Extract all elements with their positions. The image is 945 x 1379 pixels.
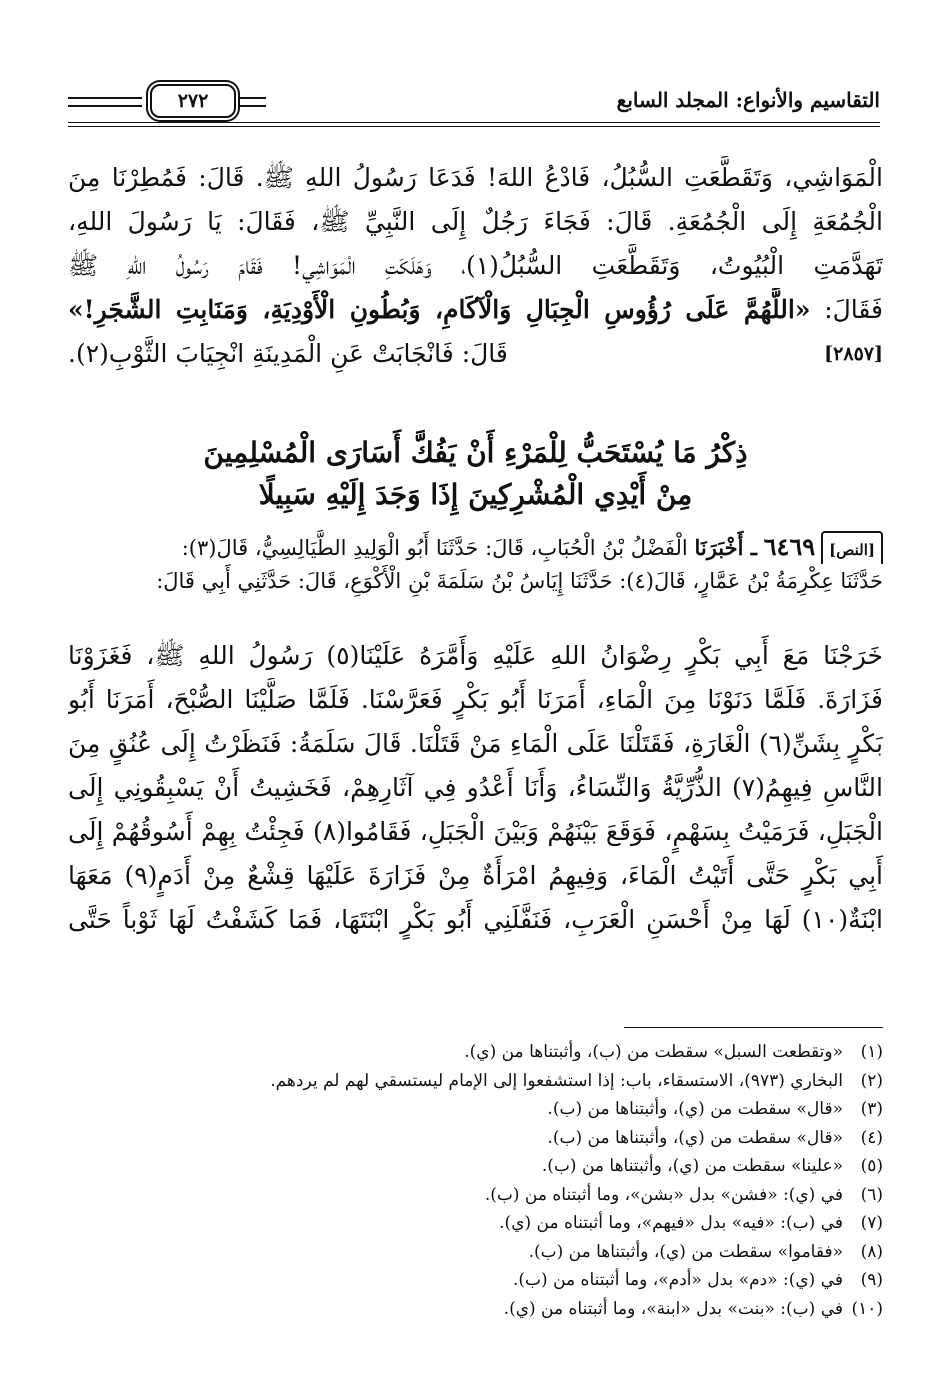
hadith-matn [68, 634, 883, 942]
footnotes [68, 1038, 883, 1323]
footnote-text: «قال» سقطت من (ي)، وأثبتناها من (ب). [547, 1099, 843, 1119]
last-line-text: قَالَ: فَانْجَابَتْ عَنِ الْمَدِينَةِ انْجِيَابَ الثَّوْبِ(٢). [68, 339, 508, 368]
footnote [68, 1266, 883, 1295]
dua-text: «اللَّهُمَّ عَلَى رُؤُوسِ الْجِبَالِ وَالْآكَامِ، وَبُطُونِ الْأَوْدِيَةِ، وَمَنَابِتِ الشَّجَرِ!» [68, 295, 811, 324]
isnad-line: حَدَّثَنَا عِكْرِمَةُ بْنُ عَمَّارٍ، قَالَ(٤): حَدَّثَنَا إِيَاسُ بْنُ سَلَمَةَ بْنِ الْأَكْوَعِ، قَالَ: حَدَّثَنِي أَبِي قَالَ: [156, 569, 883, 593]
text-line: فَزَارَةَ. فَلَمَّا دَنَوْنَا مِنَ الْمَاءِ، أَمَرَنَا أَبُو بَكْرٍ فَعَرَّسْنَا. فَلَمَّا صَلَّيْنَا الصُّبْحَ، أَمَرَنَا أَبُو [68, 685, 883, 714]
footnote-text: «فقاموا» سقطت من (ي)، وأثبتناها من (ب). [528, 1241, 843, 1262]
page-number: ٢٧٢ [150, 84, 236, 118]
footnote-text: في (ي): «فشن» بدل «بشن»، وما أثبتناه من (ب). [484, 1184, 843, 1205]
dua-prefix: فَقَالَ: [810, 295, 883, 324]
footnote-text: في (ب): «فيه» بدل «فيهم»، وما أثبتناه من (ي). [499, 1213, 843, 1233]
footnote [68, 1295, 883, 1324]
text-line: الْمَوَاشِي، وَتَقَطَّعَتِ السُّبُلُ، فَادْعُ اللهَ! فَدَعَا رَسُولُ اللهِ ﷺ. قَالَ: فَمُطِرْنَا مِنَ [68, 163, 883, 192]
chapter-title-line: مِنْ أَيْدِي الْمُشْرِكِينَ إِذَا وَجَدَ إِلَيْهِ سَبِيلًا [258, 478, 693, 511]
text-line: خَرَجْنَا مَعَ أَبِي بَكْرٍ رِضْوَانُ اللهِ عَلَيْهِ وَأَمَّرَهُ عَلَيْنَا(٥) رَسُولُ اللهِ ﷺ، فَغَزَوْنَا [68, 641, 883, 670]
footnote [68, 1095, 883, 1124]
footnote-number: (١٠) [851, 1298, 883, 1319]
footnote-number: (٨) [860, 1241, 883, 1262]
text-line: الْجُمُعَةِ إِلَى الْجُمُعَةِ. قَالَ: فَجَاءَ رَجُلٌ إِلَى النَّبِيِّ ﷺ، فَقَالَ: يَا رَسُولَ اللهِ، [68, 207, 883, 236]
footnote-number: (١) [860, 1042, 883, 1062]
footnote-number: (٩) [860, 1270, 883, 1290]
footnote-text: «قال» سقطت من (ي)، وأثبتناها من (ب). [547, 1127, 843, 1148]
footnote [68, 1038, 883, 1067]
footnote-number: (٦) [860, 1184, 883, 1205]
text-line: الْجَبَلِ، فَرَمَيْتُ بِسَهْمٍ، فَوَقَعَ بَيْنَهُمْ وَبَيْنَ الْجَبَلِ، فَقَامُوا(٨) فَجِئْتُ بِهِمْ أَسُوقُهُمْ إِلَى [68, 817, 883, 846]
hadith-isnad [68, 530, 883, 598]
footnote-text: البخاري (٩٧٣)، الاستسقاء، باب: إذا استشفعوا إلى الإمام ليستسقي لهم لم يردهم. [270, 1070, 843, 1091]
header-ornament-right [240, 97, 266, 107]
running-title: التقاسيم والأنواع: المجلد السابع [616, 88, 880, 112]
footnote [68, 1067, 883, 1096]
text-line: بَكْرٍ بِشَنِّ(٦) الْغَارَةِ، فَقَتَلْنَا عَلَى الْمَاءِ مَنْ قَتَلْنَا. قَالَ سَلَمَةُ: فَنَظَرْتُ إِلَى عُنُقٍ مِنَ [68, 729, 883, 758]
footnote-number: (٢) [860, 1070, 883, 1091]
footnote-text: «وتقطعت السبل» سقطت من (ب)، وأثبتناها من (ي). [464, 1042, 843, 1062]
chapter-title [68, 432, 883, 516]
footnote-text: في (ي): «دم» بدل «أدم»، وما أثبتناه من (ب). [513, 1270, 843, 1290]
dua-line [68, 288, 883, 332]
isnad-line [68, 530, 883, 564]
text-badge: [النص] [821, 531, 883, 565]
footnote [68, 1209, 883, 1238]
footnote-number: (٤) [860, 1127, 883, 1148]
hadith-reference: [٢٨٥٧] [824, 343, 883, 365]
text-line: أَبِي بَكْرٍ حَتَّى أَتَيْتُ الْمَاءَ، وَفِيهِمُ امْرَأَةٌ مِنْ فَزَارَةَ عَلَيْهَا قِشْعٌ مِنْ أَدَمٍ(٩) مَعَهَا [68, 861, 883, 890]
footnote-number: (٧) [860, 1213, 883, 1233]
text-line: النَّاسِ فِيهِمُ(٧) الذُّرِّيَّةُ وَالنِّسَاءُ، وَأَنَا أَعْدُو فِي آثَارِهِمْ، فَخَشِيتُ أَنْ يَسْبِقُونِي إِلَى [68, 773, 883, 802]
footnote-number: (٣) [860, 1099, 883, 1119]
text-line: ابْنَةٌ(١٠) لَهَا مِنْ أَحْسَنِ الْعَرَبِ، فَنَفَّلَنِي أَبُو بَكْرٍ ابْنَتَهَا، فَمَا كَشَفْتُ لَهَا ثَوْباً حَتَّى [68, 905, 883, 934]
footnote [68, 1238, 883, 1267]
page-header [68, 84, 880, 128]
header-ornament-left [68, 97, 142, 107]
footnote-text: «علينا» سقطت من (ي)، وأثبتناها من (ب). [541, 1156, 843, 1176]
header-rule [68, 122, 880, 127]
footnote-rule [624, 1027, 883, 1028]
passage-top [68, 156, 883, 376]
isnad-text: الْفَضْلُ بْنُ الْحُبَابِ، قَالَ: حَدَّثَنَا أَبُو الْوَلِيدِ الطَّيَالِسِيُّ، قَالَ(٣): [181, 536, 688, 560]
footnote [68, 1152, 883, 1181]
hadith-number: ٦٤٦٩ [763, 532, 816, 561]
footnote [68, 1181, 883, 1210]
footnote-text: في (ب): «بنت» بدل «ابنة»، وما أثبتناه من (ي). [503, 1298, 843, 1319]
footnote [68, 1124, 883, 1153]
chapter-title-line: ذِكْرُ مَا يُسْتَحَبُّ لِلْمَرْءِ أَنْ يَفُكَّ أَسَارَى الْمُسْلِمِينَ [203, 436, 748, 469]
footnote-number: (٥) [860, 1156, 883, 1176]
text-line: تَهَدَّمَتِ الْبُيُوتُ، وَتَقَطَّعَتِ السُّبُلُ(١)، وَهَلَكَتِ الْمَوَاشِي! فَقَامَ رَسُولُ اللهِ ﷺ [68, 251, 883, 280]
hadith-intro: ـ أَخْبَرَنَا [694, 535, 757, 560]
passage-last-line [68, 332, 883, 376]
